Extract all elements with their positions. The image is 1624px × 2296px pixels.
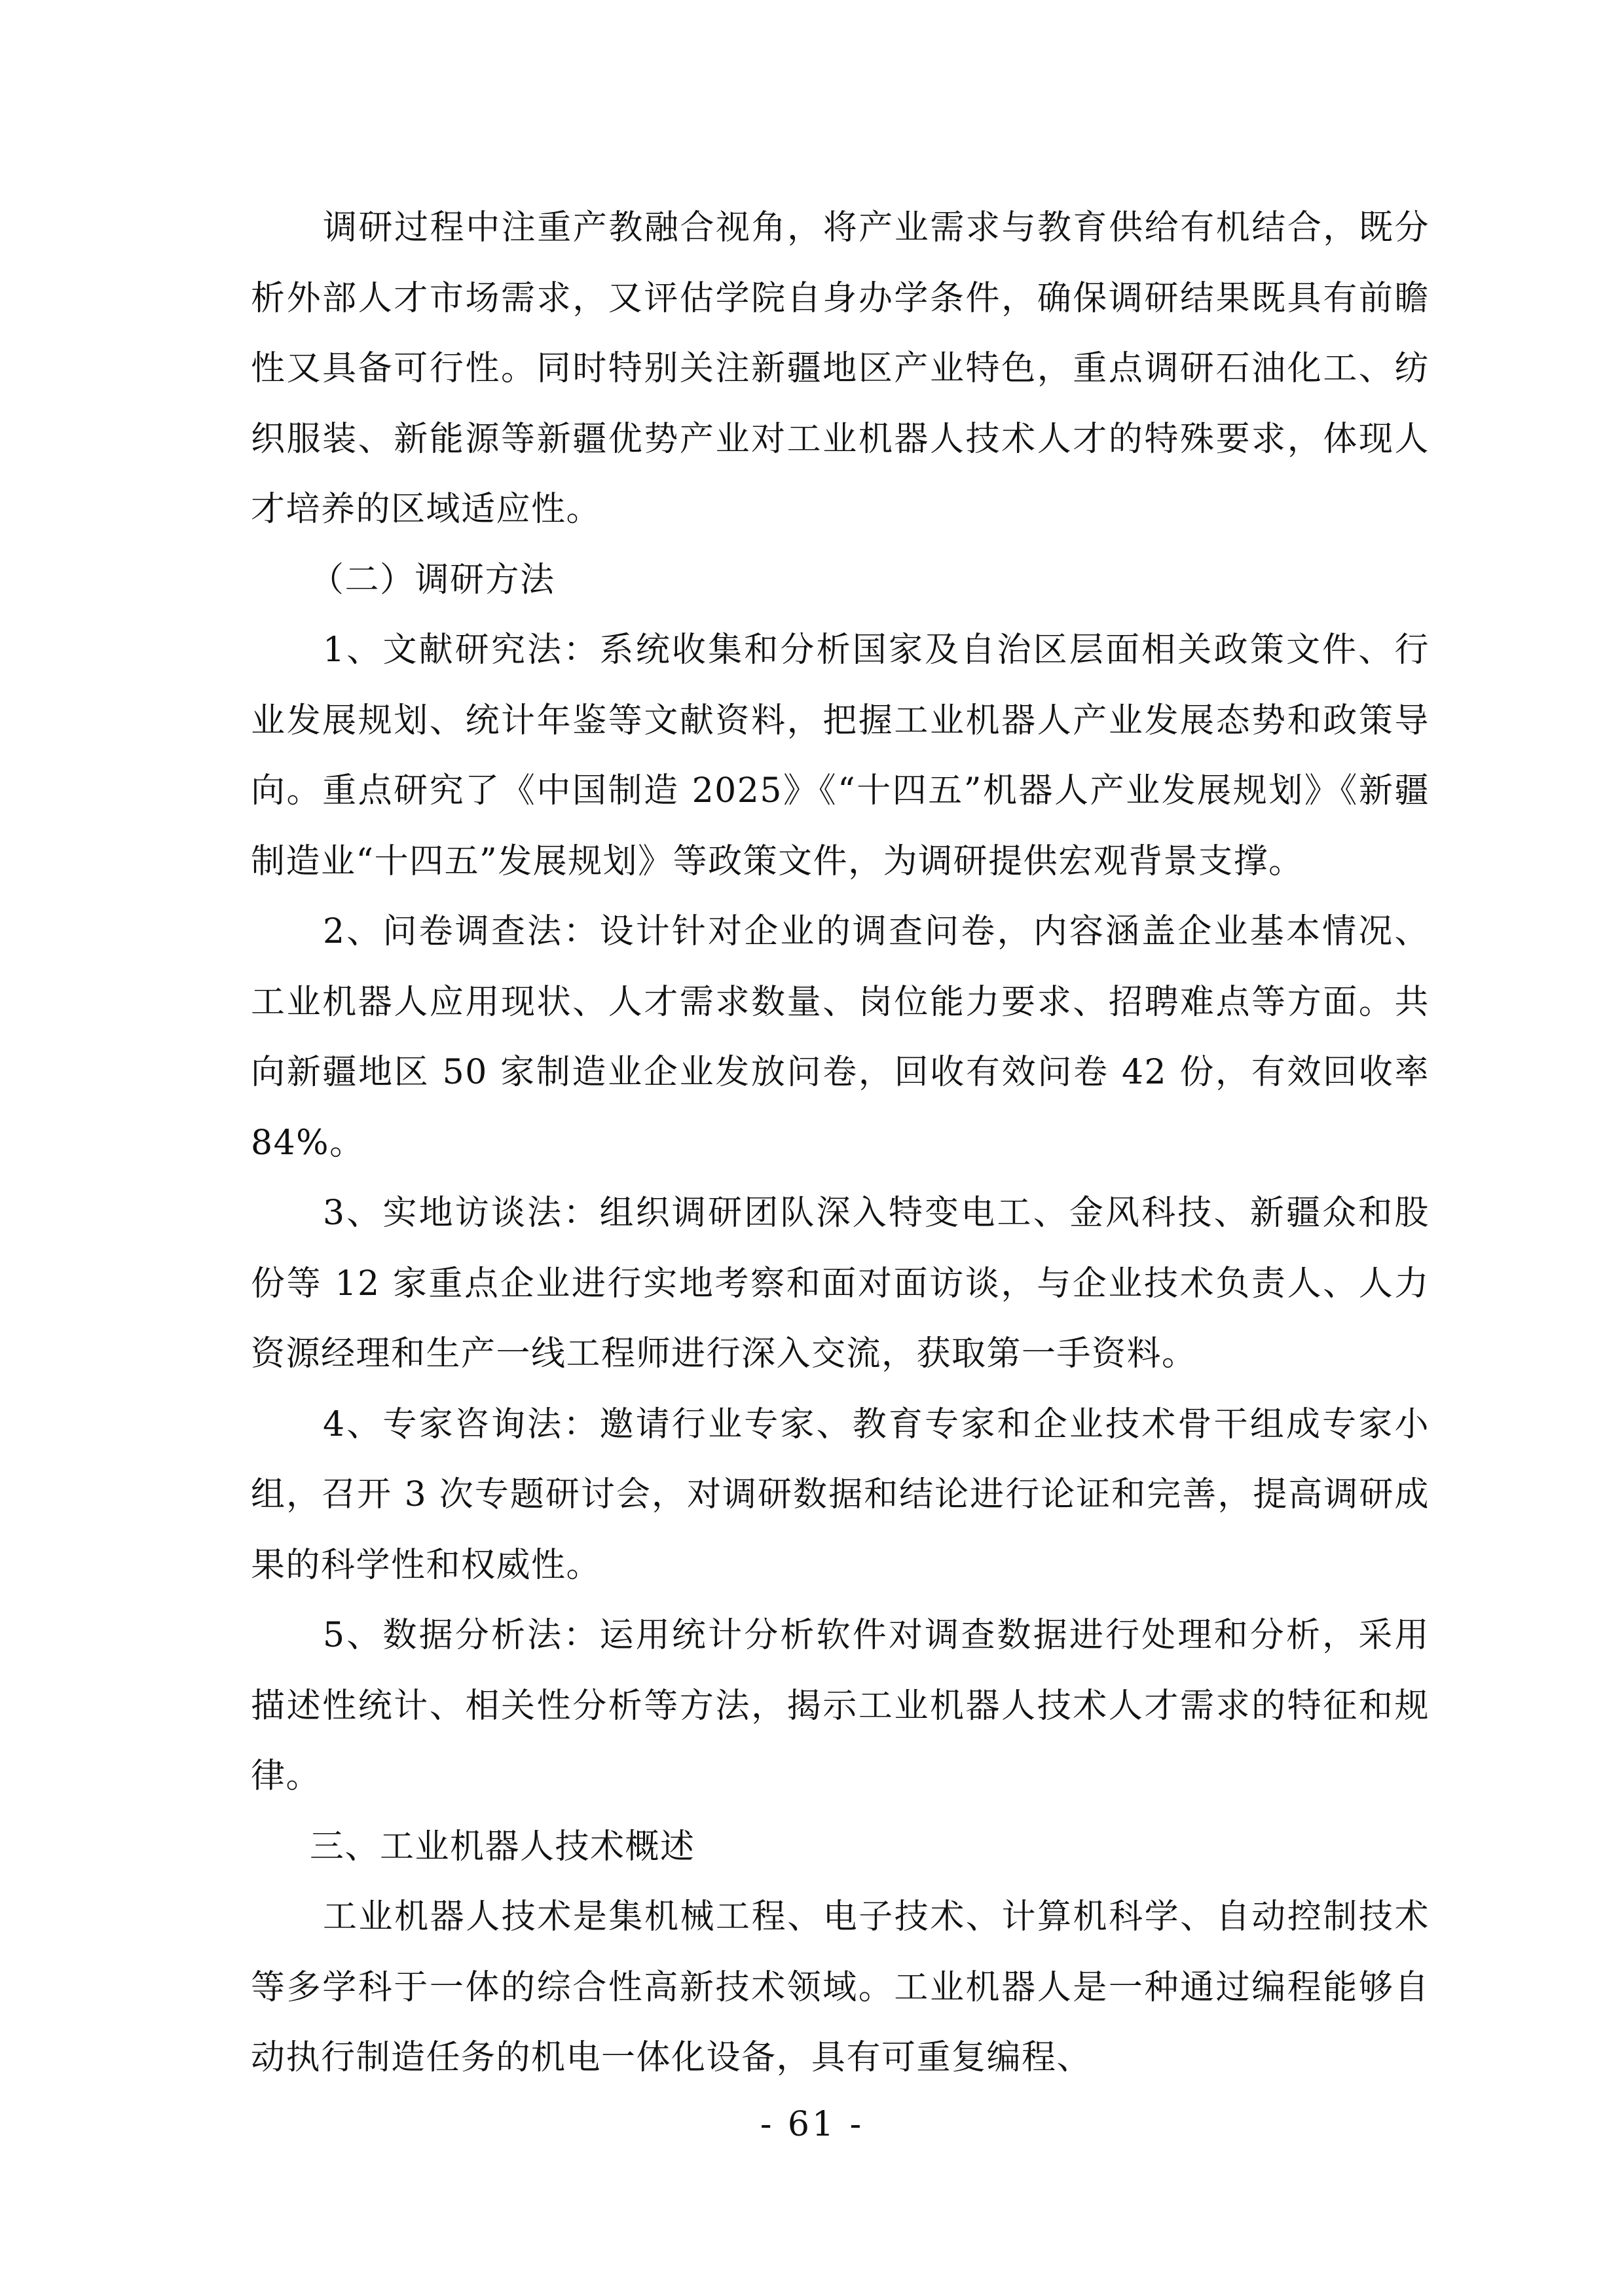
- paragraph-expert-consultation-method: 4、专家咨询法：邀请行业专家、教育专家和企业技术骨干组成专家小组，召开 3 次专题研讨会，对调研数据和结论进行论证和完善，提高调研成果的科学性和权威性。: [251, 1404, 1430, 1585]
- paragraph-research-perspective: 调研过程中注重产教融合视角，将产业需求与教育供给有机结合，既分析外部人才市场需求，又评估学院自身办学条件，确保调研结果既具有前瞻性又具备可行性。同时特别关注新疆地区产业特色，重点调研石油化工、纺织服装、新能源等新疆优势产业对工业机器人技术人才的特殊要求，体现人才培养的区域适应性。: [251, 208, 1430, 529]
- paragraph-literature-method: 1、文献研究法：系统收集和分析国家及自治区层面相关政策文件、行业发展规划、统计年鉴等文献资料，把握工业机器人产业发展态势和政策导向。重点研究了《中国制造 2025》《“十四五”机器人产业发展规划》《新疆制造业“十四五”发展规划》等政策文件，为调研提供宏观背景支撑。: [251, 630, 1430, 881]
- page-number: - 61 -: [760, 2105, 864, 2144]
- paragraph-interview-method: 3、实地访谈法：组织调研团队深入特变电工、金风科技、新疆众和股份等 12 家重点企业进行实地考察和面对面访谈，与企业技术负责人、人力资源经理和生产一线工程师进行深入交流，获取第一手资料。: [251, 1194, 1430, 1374]
- document-body: [251, 193, 1430, 2094]
- section-heading-research-methods: （二）调研方法: [310, 560, 555, 600]
- paragraph-technology-overview: 工业机器人技术是集机械工程、电子技术、计算机科学、自动控制技术等多学科于一体的综合性高新技术领域。工业机器人是一种通过编程能够自动执行制造任务的机电一体化设备，具有可重复编程、: [251, 1897, 1430, 2077]
- section-heading-technology-overview: 三、工业机器人技术概述: [310, 1827, 695, 1867]
- paragraph-questionnaire-method: 2、问卷调查法：设计针对企业的调查问卷，内容涵盖企业基本情况、工业机器人应用现状、人才需求数量、岗位能力要求、招聘难点等方面。共向新疆地区 50 家制造业企业发放问卷，回收有效问卷 42 份，有效回收率 84%。: [251, 912, 1430, 1163]
- paragraph-data-analysis-method: 5、数据分析法：运用统计分析软件对调查数据进行处理和分析，采用描述性统计、相关性分析等方法，揭示工业机器人技术人才需求的特征和规律。: [251, 1616, 1430, 1796]
